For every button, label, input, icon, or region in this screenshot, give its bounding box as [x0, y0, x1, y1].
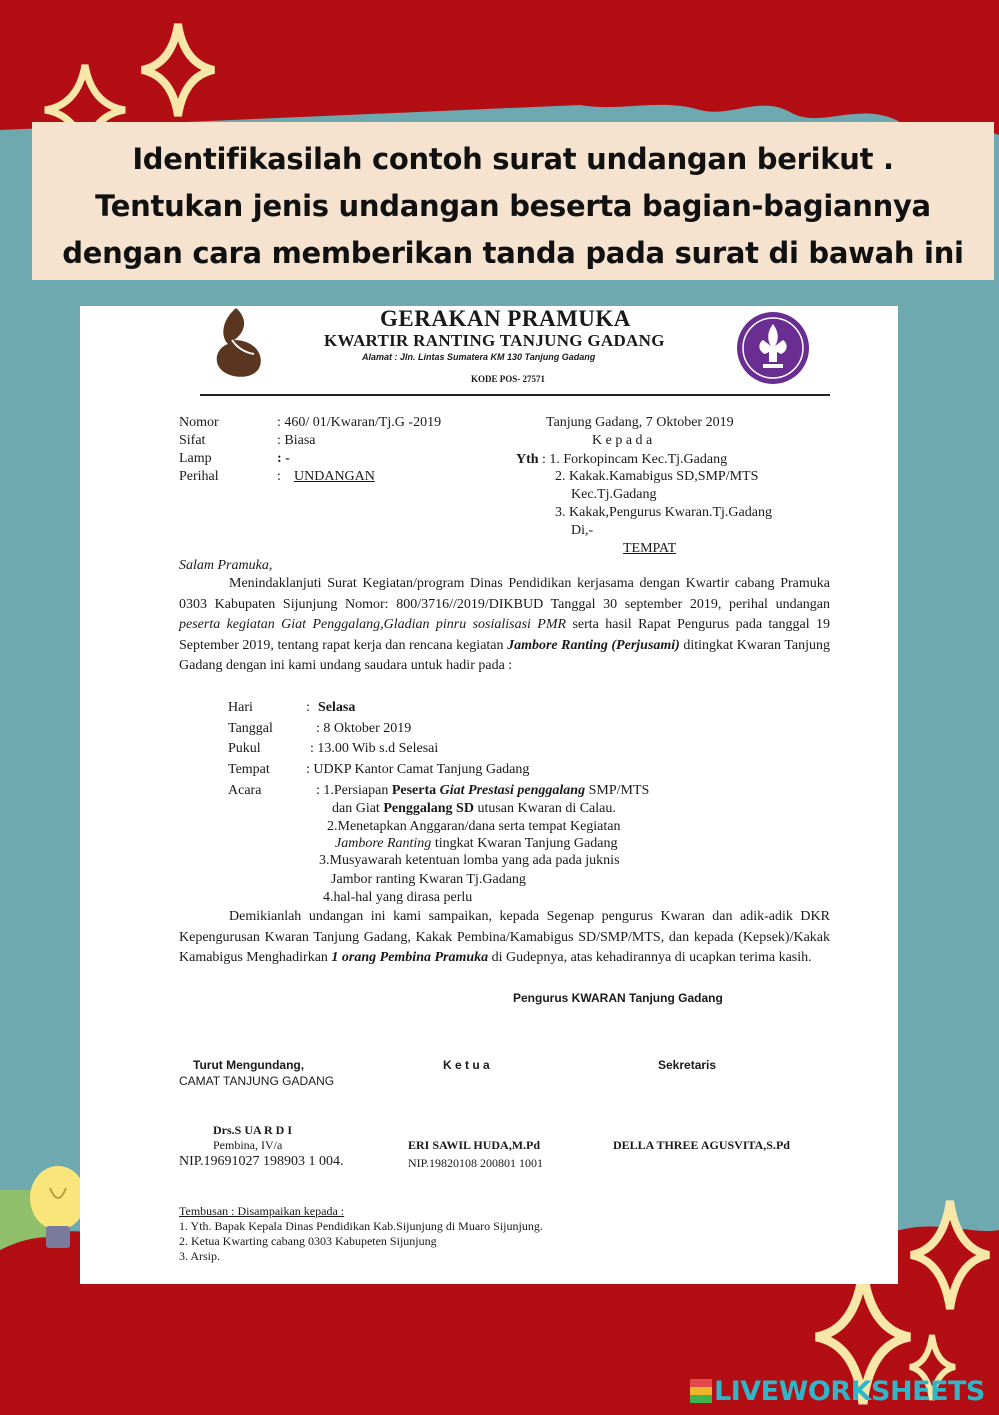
date-place: Tanjung Gadang, 7 Oktober 2019 — [546, 415, 734, 430]
acara-4b: tingkat Kwaran Tanjung Gadang — [431, 836, 618, 851]
tembusan-item-3: 3. Arsip. — [179, 1249, 221, 1263]
para1-e: ditingkat Kwaran Tanjung Gadang dengan ini kami undang saudara untuk hadir pada : — [179, 637, 830, 673]
tanggal-value: : 8 Oktober 2019 — [316, 721, 412, 736]
tembusan-item-2: 2. Ketua Kwarting cabang 0303 Kabupeten Sijunjung — [179, 1234, 437, 1248]
sparkle-icon — [136, 18, 220, 122]
instruction-line-2: Tentukan jenis undangan beserta bagian-bagiannya — [95, 189, 931, 223]
recipient-2: 2. Kakak.Kamabigus SD,SMP/MTS — [555, 469, 759, 484]
pengurus-label: Pengurus KWARAN Tanjung Gadang — [513, 991, 723, 1005]
hari-label: Hari — [228, 700, 253, 715]
pukul-value: : 13.00 Wib s.d Selesai — [310, 741, 439, 756]
para2-a: Demikianlah undangan ini kami sampaikan, kepada Segenap pengurus Kwaran dan adik-adik DKR Kepengurusan Kwaran Tanjung Gadang, Kakak Pembina/Kamabigus SD/SMP/MTS, dan kepada (Kepsek)/Kakak Kamabigus Menghadirkan — [179, 909, 830, 965]
salutation: Salam Pramuka, — [179, 558, 273, 573]
camat-nip: NIP.19691027 198903 1 004. — [179, 1154, 344, 1169]
sparkle-icon — [905, 1195, 995, 1315]
letterhead-address: Alamat : Jln. Lintas Sumatera KM 130 Tanjung Gadang — [362, 352, 596, 362]
nomor-value: : 460/ 01/Kwaran/Tj.G -2019 — [277, 415, 442, 430]
hari-value: Selasa — [318, 700, 356, 715]
perihal-value: UNDANGAN — [294, 469, 375, 484]
camat-rank: Pembina, IV/a — [213, 1138, 283, 1152]
para1-c: serta hasil Rapat Pengurus pada tanggal 19 September 2019, tentang rapat kerja dan rencana kegiatan — [179, 617, 830, 653]
acara-item-1-cont — [332, 801, 616, 817]
recipient-1: : 1. Forkopincam Kec.Tj.Gadang — [542, 452, 728, 467]
tanggal-label: Tanggal — [228, 721, 273, 736]
acara-2a: dan Giat — [332, 801, 384, 816]
camat-title: CAMAT TANJUNG GADANG — [179, 1074, 335, 1088]
para2-b: 1 orang Pembina Pramuka — [331, 950, 489, 965]
paragraph-opening — [179, 574, 830, 677]
liveworksheets-watermark — [690, 1376, 985, 1406]
tembusan-item-1: 1. Yth. Bapak Kepala Dinas Pendidikan Kab.Sijunjung di Muaro Sijunjung. — [179, 1219, 543, 1233]
tempat-value: : UDKP Kantor Camat Tanjung Gadang — [306, 762, 530, 777]
ketua-title: K e t u a — [443, 1058, 490, 1072]
acara-item-3-cont: Jambor ranting Kwaran Tj.Gadang — [331, 872, 526, 887]
acara-1a: : 1.Persiapan — [316, 783, 392, 798]
letterhead-postcode: KODE POS- 27571 — [471, 374, 546, 384]
acara-item-2: 2.Menetapkan Anggaran/dana serta tempat Kegiatan — [327, 819, 621, 834]
acara-item-1 — [316, 783, 649, 799]
tempat-label: Tempat — [228, 762, 270, 777]
tunas-kelapa-logo-icon — [206, 306, 268, 382]
letterhead-subtitle: KWARTIR RANTING TANJUNG GADANG — [324, 331, 665, 350]
ketua-name: ERI SAWIL HUDA,M.Pd — [408, 1138, 541, 1152]
acara-1c: Giat Prestasi penggalang — [439, 783, 586, 798]
yth-label: Yth — [516, 452, 539, 467]
lamp-label: Lamp — [179, 451, 212, 466]
acara-1d: SMP/MTS — [585, 783, 650, 798]
watermark-text: LIVEWORKSHEETS — [714, 1376, 985, 1407]
invitation-letter — [80, 306, 898, 1284]
acara-item-2-cont — [335, 836, 617, 852]
kepada: K e p a d a — [592, 433, 653, 448]
para1-d: Jambore Ranting (Perjusami) — [507, 637, 680, 653]
camat-name: Drs.S UA R D I — [213, 1123, 293, 1137]
instruction-banner — [32, 122, 994, 280]
instruction-line-3: dengan cara memberikan tanda pada surat di bawah ini — [62, 236, 964, 270]
turut-mengundang: Turut Mengundang, — [193, 1058, 305, 1072]
recipient-2-cont: Kec.Tj.Gadang — [571, 487, 657, 502]
perihal-colon: : — [277, 469, 281, 484]
acara-4a: Jambore Ranting — [335, 836, 432, 851]
letterhead-divider — [200, 394, 830, 396]
recipient-3: 3. Kakak,Pengurus Kwaran.Tj.Gadang — [555, 505, 772, 520]
acara-item-3: 3.Musyawarah ketentuan lomba yang ada pada juknis — [319, 853, 620, 868]
liveworksheets-logo-icon — [690, 1379, 712, 1403]
sifat-label: Sifat — [179, 433, 206, 448]
letterhead-title: GERAKAN PRAMUKA — [380, 306, 631, 331]
para1-b: peserta kegiatan Giat Penggalang,Gladian pinru sosialisasi PMR — [179, 617, 567, 632]
ketua-nip: NIP.19820108 200801 1001 — [408, 1156, 544, 1170]
recipient-di: Di,- — [571, 523, 594, 538]
acara-2c: utusan Kwaran di Calau. — [473, 801, 616, 816]
para1-a: Menindaklanjuti Surat Kegiatan/program Dinas Pendidikan kerjasama dengan Kwartir cabang Pramuka 0303 Kabupaten Sijunjung Nomor: 800/3716//2019/DIKBUD Tanggal 30 september 2019, perihal undangan — [179, 576, 830, 612]
sifat-value: : Biasa — [277, 433, 316, 448]
acara-label: Acara — [228, 783, 262, 798]
recipient-tempat: TEMPAT — [623, 541, 677, 556]
hari-colon: : — [306, 700, 310, 715]
perihal-label: Perihal — [179, 469, 219, 484]
pukul-label: Pukul — [228, 741, 261, 756]
instruction-line-1: Identifikasilah contoh surat undangan berikut . — [132, 142, 894, 176]
sekretaris-name: DELLA THREE AGUSVITA,S.Pd — [613, 1138, 790, 1152]
acara-1b: Peserta — [391, 783, 440, 798]
paragraph-closing — [179, 907, 830, 969]
wosm-emblem-icon — [735, 310, 811, 386]
nomor-label: Nomor — [179, 415, 219, 430]
acara-2b: Penggalang SD — [383, 801, 474, 816]
para2-c: di Gudepnya, atas kehadirannya di ucapkan terima kasih. — [488, 950, 812, 965]
sekretaris-title: Sekretaris — [658, 1058, 717, 1072]
lightbulb-icon — [28, 1158, 88, 1258]
tembusan-title: Tembusan : Disampaikan kepada : — [179, 1204, 345, 1218]
lamp-value: : - — [277, 451, 290, 466]
acara-item-4: 4.hal-hal yang dirasa perlu — [323, 890, 473, 905]
